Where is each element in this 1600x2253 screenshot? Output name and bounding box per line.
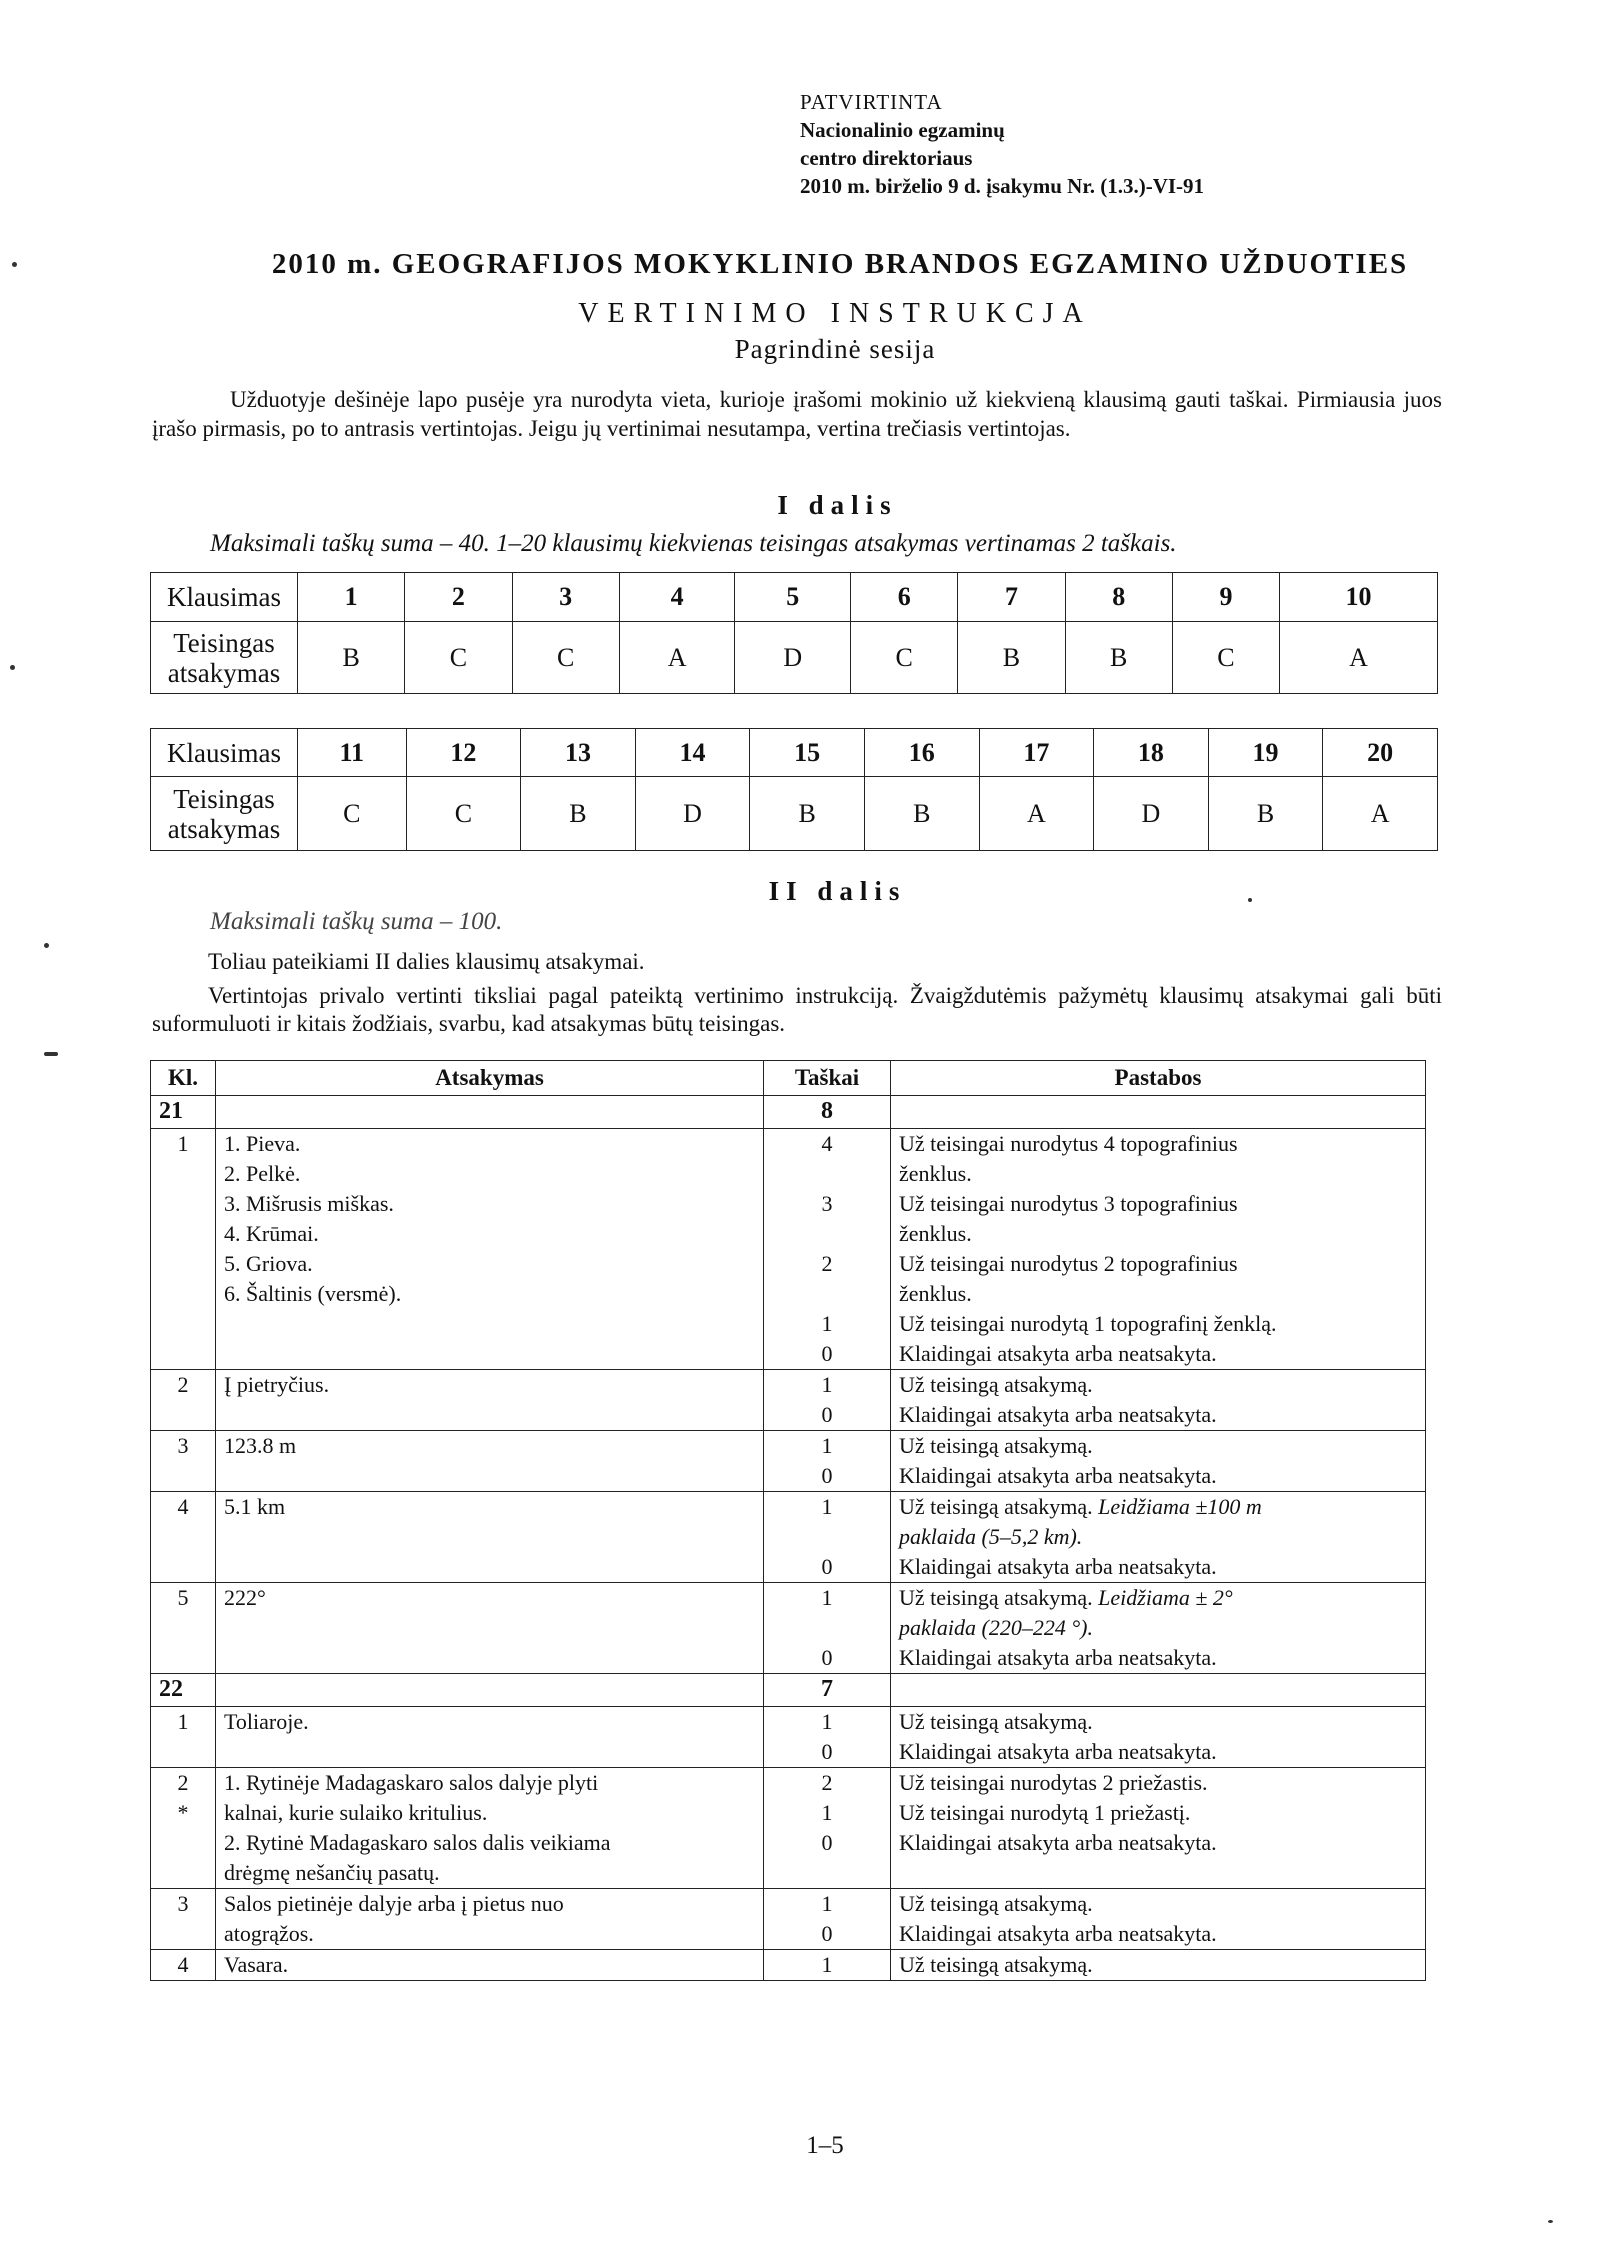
- answer-line: Vasara.: [224, 1952, 289, 1977]
- header-points: Taškai: [764, 1061, 891, 1096]
- part2-paragraph-2-text: Vertintojas privalo vertinti tiksliai pagal pateiktą vertinimo instrukciją. Žvaigždutėmis pažymėtų klausimų atsakymai gali būti suformuluoti ir kitais žodžiais, svarbu, kad atsakymas būtų teisingas.: [152, 983, 1442, 1036]
- points-value: 1: [821, 1372, 833, 1397]
- note-line: Už teisingai nurodytas 2 priežastis.: [899, 1770, 1208, 1795]
- note-line: Už teisingą atsakymą.: [899, 1433, 1093, 1458]
- points-value: 1: [821, 1952, 833, 1977]
- answer-letter: C: [1172, 622, 1279, 694]
- answer-line: kalnai, kurie sulaiko kritulius.: [224, 1800, 488, 1825]
- question-number: 13: [521, 729, 636, 777]
- question-number: 7: [958, 573, 1065, 622]
- scan-speck: [10, 665, 15, 670]
- answer-cell: [216, 1370, 764, 1431]
- question-total-points: 7: [764, 1674, 891, 1707]
- points-cell: [764, 1889, 891, 1950]
- question-number: 11: [298, 729, 407, 777]
- answer-letter: C: [851, 622, 958, 694]
- table-row: [151, 1889, 1426, 1950]
- question-number: 5: [735, 573, 851, 622]
- points-cell: [764, 1492, 891, 1583]
- points-value: 4: [821, 1131, 833, 1156]
- approval-block: [800, 88, 1204, 200]
- subquestion-number: 4: [151, 1950, 216, 1981]
- question-number: 22: [151, 1674, 216, 1707]
- row-label-answer: [151, 777, 298, 851]
- answer-letter: B: [1208, 777, 1323, 851]
- subquestion-number: 3: [151, 1889, 216, 1950]
- points-cell: [764, 1370, 891, 1431]
- question-number: 17: [979, 729, 1094, 777]
- points-cell: [764, 1129, 891, 1370]
- scan-speck: [44, 1052, 58, 1056]
- answers-table: [150, 1060, 1426, 1981]
- notes-cell: [891, 1492, 1426, 1583]
- answer-letter: C: [406, 777, 521, 851]
- answer-line: 2. Rytinė Madagaskaro salos dalis veikiama: [224, 1830, 611, 1855]
- answer-line: 6. Šaltinis (versmė).: [224, 1281, 402, 1306]
- notes-cell: [891, 1129, 1426, 1370]
- question-number: 2: [405, 573, 512, 622]
- note-line: Klaidingai atsakyta arba neatsakyta.: [899, 1554, 1217, 1579]
- note-text: Už teisingą atsakymą.: [899, 1494, 1099, 1519]
- answer-cell: [216, 1950, 764, 1981]
- points-cell: [764, 1583, 891, 1674]
- question-number: 19: [1208, 729, 1323, 777]
- answer-letter: D: [635, 777, 750, 851]
- table-row: [151, 1129, 1426, 1370]
- table-header-row: [151, 1061, 1426, 1096]
- note-line: Klaidingai atsakyta arba neatsakyta.: [899, 1830, 1217, 1855]
- question-number: 3: [512, 573, 619, 622]
- answer-letter: B: [521, 777, 636, 851]
- answer-letter: A: [619, 622, 735, 694]
- note-line: Už teisingą atsakymą.: [899, 1952, 1093, 1977]
- answer-cell: [216, 1129, 764, 1370]
- question-number: 21: [151, 1096, 216, 1129]
- empty-cell: [216, 1096, 764, 1129]
- answer-cell: [216, 1492, 764, 1583]
- note-line: Klaidingai atsakyta arba neatsakyta.: [899, 1739, 1217, 1764]
- session-label: Pagrindinė sesija: [734, 334, 936, 364]
- part2-paragraph-1: [152, 948, 1442, 976]
- row-label-answer-line: atsakymas: [167, 813, 281, 844]
- table-row: [151, 1707, 1426, 1768]
- question-number: 18: [1094, 729, 1209, 777]
- points-value: 2: [821, 1770, 833, 1795]
- answer-line: 1. Rytinėje Madagaskaro salos dalyje plyti: [224, 1770, 599, 1795]
- header-notes: Pastabos: [891, 1061, 1426, 1096]
- part1-max-note: Maksimali taškų suma – 40. 1–20 klausimų kiekvienas teisingas atsakymas vertinamas 2 taškais.: [210, 530, 1177, 557]
- scan-speck: [12, 262, 17, 267]
- part2-heading: II dalis: [768, 876, 907, 906]
- question-header-row: [151, 1096, 1426, 1129]
- answer-line: Salos pietinėje dalyje arba į pietus nuo: [224, 1891, 564, 1916]
- answer-letter: C: [298, 777, 407, 851]
- row-label-question: Klausimas: [151, 573, 298, 622]
- points-cell: [764, 1950, 891, 1981]
- notes-cell: [891, 1370, 1426, 1431]
- subquestion-number: 5: [151, 1583, 216, 1674]
- star-marker: *: [177, 1800, 189, 1825]
- note-line: Už teisingai nurodytus 4 topografinius: [899, 1131, 1238, 1156]
- scan-speck: [1548, 2220, 1553, 2223]
- answer-line: 222°: [224, 1585, 266, 1610]
- points-value: 0: [821, 1402, 833, 1427]
- notes-cell: [891, 1889, 1426, 1950]
- points-value: [772, 1522, 882, 1552]
- answer-cell: [216, 1768, 764, 1889]
- subquestion-number: 3: [151, 1431, 216, 1492]
- note-line: ženklus.: [899, 1161, 972, 1186]
- note-line: ženklus.: [899, 1281, 972, 1306]
- answer-letter: B: [1065, 622, 1172, 694]
- question-number: 20: [1323, 729, 1438, 777]
- note-tolerance: Leidžiama ± 2°: [1098, 1585, 1233, 1610]
- scan-speck: [44, 943, 49, 948]
- points-value: 1: [821, 1891, 833, 1916]
- note-line: Už teisingą atsakymą.: [899, 1709, 1093, 1734]
- answer-line: 4. Krūmai.: [224, 1221, 319, 1246]
- answer-letter: D: [1094, 777, 1209, 851]
- row-label-answer-line: Teisingas: [173, 627, 275, 658]
- answer-line: Į pietryčius.: [224, 1372, 330, 1397]
- points-value: 0: [821, 1554, 833, 1579]
- document-subtitle: VERTINIMO INSTRUKCJA: [578, 298, 1092, 329]
- question-number: 4: [619, 573, 735, 622]
- question-number: 14: [635, 729, 750, 777]
- answer-letter: C: [405, 622, 512, 694]
- note-line: Už teisingą atsakymą.: [899, 1891, 1093, 1916]
- table-row: [151, 1492, 1426, 1583]
- points-value: 2: [821, 1251, 833, 1276]
- answer-cell: [216, 1889, 764, 1950]
- points-value: 1: [821, 1494, 833, 1519]
- approval-line: centro direktoriaus: [800, 146, 973, 170]
- part2-max-note: Maksimali taškų suma – 100.: [210, 908, 503, 935]
- points-value: 0: [821, 1739, 833, 1764]
- approval-line: Nacionalinio egzaminų: [800, 118, 1005, 142]
- note-line: Klaidingai atsakyta arba neatsakyta.: [899, 1645, 1217, 1670]
- notes-cell: [891, 1950, 1426, 1981]
- points-value: 0: [821, 1645, 833, 1670]
- note-line: paklaida (220–224 °).: [899, 1615, 1093, 1640]
- answer-line: 3. Mišrusis miškas.: [224, 1191, 394, 1216]
- question-number: 9: [1172, 573, 1279, 622]
- table-row: [151, 1950, 1426, 1981]
- answer-row: [151, 777, 1438, 851]
- intro-paragraph: [152, 385, 1442, 443]
- answer-letter: A: [1323, 777, 1438, 851]
- answer-line: 5.1 km: [224, 1494, 286, 1519]
- answer-table-1: [150, 572, 1438, 694]
- header-kl: Kl.: [151, 1061, 216, 1096]
- table-row: [151, 1431, 1426, 1492]
- answer-letter: A: [1280, 622, 1438, 694]
- answer-letter: B: [958, 622, 1065, 694]
- note-line: Klaidingai atsakyta arba neatsakyta.: [899, 1402, 1217, 1427]
- answer-cell: [216, 1707, 764, 1768]
- row-label-question: Klausimas: [151, 729, 298, 777]
- empty-cell: [216, 1674, 764, 1707]
- subquestion-number: 1: [151, 1129, 216, 1370]
- points-value: 1: [821, 1709, 833, 1734]
- table-row: [151, 1583, 1426, 1674]
- answer-letter: D: [735, 622, 851, 694]
- answer-cell: [216, 1583, 764, 1674]
- row-label-answer-line: atsakymas: [167, 657, 281, 688]
- row-label-answer: [151, 622, 298, 694]
- note-line: Už teisingai nurodytus 3 topografinius: [899, 1191, 1238, 1216]
- points-value: 0: [821, 1921, 833, 1946]
- note-line: Už teisingai nurodytą 1 priežastį.: [899, 1800, 1191, 1825]
- points-value: 1: [821, 1311, 833, 1336]
- points-value: 3: [821, 1191, 833, 1216]
- subquestion-number: 4: [151, 1492, 216, 1583]
- answer-letter: B: [298, 622, 405, 694]
- points-value: [772, 1279, 882, 1309]
- question-number: 1: [298, 573, 405, 622]
- empty-cell: [891, 1674, 1426, 1707]
- notes-cell: [891, 1431, 1426, 1492]
- header-answer: Atsakymas: [216, 1061, 764, 1096]
- note-line: paklaida (5–5,2 km).: [899, 1524, 1083, 1549]
- question-header-row: [151, 1674, 1426, 1707]
- approval-line: PATVIRTINTA: [800, 90, 943, 114]
- question-number: 8: [1065, 573, 1172, 622]
- note-tolerance: Leidžiama ±100 m: [1098, 1494, 1262, 1519]
- question-number: 15: [750, 729, 865, 777]
- part2-paragraph-1-text: Toliau pateikiami II dalies klausimų atsakymai.: [208, 949, 645, 974]
- question-row: [151, 573, 1438, 622]
- note-line: [899, 1583, 1417, 1613]
- note-line: Klaidingai atsakyta arba neatsakyta.: [899, 1921, 1217, 1946]
- answer-line: 123.8 m: [224, 1433, 297, 1458]
- points-value: 0: [821, 1463, 833, 1488]
- empty-cell: [891, 1096, 1426, 1129]
- note-line: Už teisingai nurodytus 2 topografinius: [899, 1251, 1238, 1276]
- answer-letter: B: [750, 777, 865, 851]
- question-total-points: 8: [764, 1096, 891, 1129]
- question-number: 16: [864, 729, 979, 777]
- answer-line: 2. Pelkė.: [224, 1161, 301, 1186]
- answer-line: 1. Pieva.: [224, 1131, 301, 1156]
- answer-line: drėgmę nešančių pasatų.: [224, 1860, 440, 1885]
- answer-letter: B: [864, 777, 979, 851]
- intro-text: Užduotyje dešinėje lapo pusėje yra nurodyta vieta, kurioje įrašomi mokinio už kiekvieną klausimą gauti taškai. Pirmiausia juos įrašo pirmasis, po to antrasis vertintojas. Jeigu jų vertinimai nesutampa, vertina trečiasis vertintojas.: [152, 387, 1442, 441]
- document-title: 2010 m. GEOGRAFIJOS MOKYKLINIO BRANDOS EGZAMINO UŽDUOTIES: [271, 248, 1409, 280]
- answer-line: 5. Griova.: [224, 1251, 313, 1276]
- note-line: Už teisingą atsakymą.: [899, 1372, 1093, 1397]
- notes-cell: [891, 1707, 1426, 1768]
- points-value: [772, 1219, 882, 1249]
- subquestion-number-value: 2: [177, 1770, 189, 1795]
- answer-line: atogrąžos.: [224, 1921, 314, 1946]
- question-number: 6: [851, 573, 958, 622]
- subquestion-number: 1: [151, 1707, 216, 1768]
- notes-cell: [891, 1768, 1426, 1889]
- page-number: 1–5: [806, 2132, 844, 2159]
- note-line: Už teisingai nurodytą 1 topografinį ženklą.: [899, 1311, 1277, 1336]
- note-line: [899, 1492, 1417, 1522]
- points-cell: [764, 1768, 891, 1889]
- table-row: [151, 1768, 1426, 1889]
- points-value: 0: [821, 1830, 833, 1855]
- note-line: Klaidingai atsakyta arba neatsakyta.: [899, 1341, 1217, 1366]
- approval-line: 2010 m. birželio 9 d. įsakymu Nr. (1.3.)-VI-91: [800, 174, 1205, 198]
- points-cell: [764, 1707, 891, 1768]
- answer-cell: [216, 1431, 764, 1492]
- part1-heading: I dalis: [777, 490, 898, 520]
- points-value: [772, 1159, 882, 1189]
- answer-letter: C: [512, 622, 619, 694]
- notes-cell: [891, 1583, 1426, 1674]
- answer-row: [151, 622, 1438, 694]
- question-number: 12: [406, 729, 521, 777]
- points-value: 1: [821, 1433, 833, 1458]
- answer-letter: A: [979, 777, 1094, 851]
- part2-paragraph-2: [152, 982, 1442, 1038]
- points-value: 1: [821, 1585, 833, 1610]
- points-value: 1: [821, 1800, 833, 1825]
- answer-line: Toliaroje.: [224, 1709, 309, 1734]
- note-line: ženklus.: [899, 1221, 972, 1246]
- question-row: [151, 729, 1438, 777]
- subquestion-number: [151, 1768, 216, 1889]
- points-value: [772, 1613, 882, 1643]
- answer-table-2: [150, 728, 1438, 851]
- row-label-answer-line: Teisingas: [173, 783, 275, 814]
- scan-speck: [1248, 898, 1252, 902]
- points-cell: [764, 1431, 891, 1492]
- table-row: [151, 1370, 1426, 1431]
- points-value: 0: [821, 1341, 833, 1366]
- question-number: 10: [1280, 573, 1438, 622]
- note-text: Už teisingą atsakymą.: [899, 1585, 1099, 1610]
- note-line: Klaidingai atsakyta arba neatsakyta.: [899, 1463, 1217, 1488]
- subquestion-number: 2: [151, 1370, 216, 1431]
